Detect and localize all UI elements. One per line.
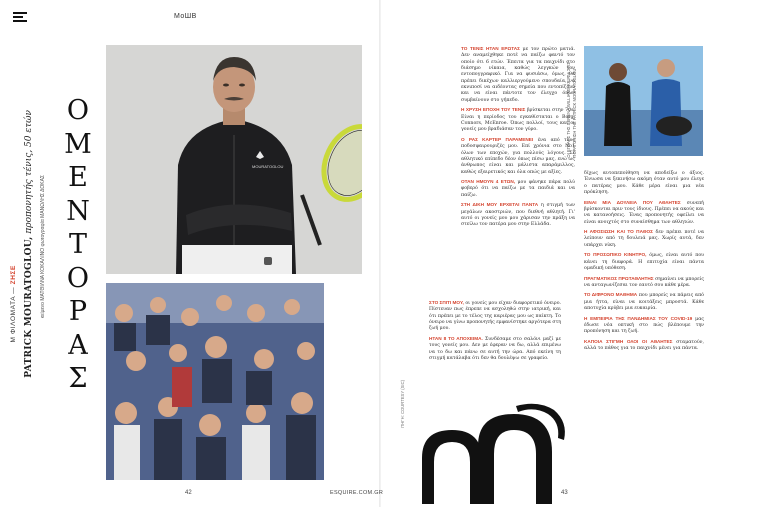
paragraph bbox=[461, 107, 575, 133]
paragraph-lead: ΚΑΠΟΙΑ ΣΤΙΓΜΗ ΟΛΟΙ ΟΙ ΑΘΛΗΤΕΣ bbox=[584, 338, 673, 344]
magazine-logo-icon bbox=[13, 12, 27, 22]
title-letter: Σ bbox=[68, 363, 88, 394]
title-letter: Α bbox=[68, 329, 88, 361]
text-column-3 bbox=[584, 170, 704, 356]
paragraph-text: βρίσκεται στην 70s. Είναι η περίοδος του εγκαθίσταται ο Borg, Connors, McEnroe. Όπως πολλοί, τους και οι γονείς μου βραδιάσαν τον γύρο. bbox=[461, 108, 575, 133]
paragraph-text: η στιγμή των μεγάλων ακοστριών, που διεθνή αθλητή. Γι' αυτό οι γονείς μου μου χάρισαν την πράξη να στείλω τον πατέρα μου στην Ελλάδα. bbox=[461, 203, 575, 228]
paragraph-text: σημαίνει να μπορείς να ανταγωνίζεσαι τον εαυτό σου κάθε μέρα. bbox=[584, 276, 704, 288]
paragraph-text: μας έδωσε νέα οπτική στο πώς βλέπουμε την προπόνηση και τη ζωή. bbox=[584, 316, 704, 335]
paragraph bbox=[584, 316, 704, 336]
text-column-2 bbox=[429, 300, 561, 365]
photo-caption-line: ΠΟΡΑΓΟΝΙΣΗ ΤΗΣ PATRICK MOURATOGLOU bbox=[572, 68, 577, 158]
paragraph-lead: ΤΟ ΔΙΦΡΟΝΟ ΜΑΘΗΜΑ bbox=[584, 292, 638, 298]
paragraph bbox=[429, 300, 561, 333]
monogram-ornament-icon bbox=[418, 400, 568, 504]
coach-portrait-photo bbox=[106, 45, 362, 274]
paragraph-text: δεν πρέπει ποτέ να λείπουν από τη δουλειά μας. Χωρίς αυτά, δεν υπάρχει νίκη. bbox=[584, 230, 704, 248]
page-gutter bbox=[379, 0, 381, 507]
svg-text:MOURATOGLOU: MOURATOGLOU bbox=[252, 164, 284, 169]
paragraph-lead: ΗΤΑΝ 8 ΤΟ ΑΠΟΧΕΙΜΑ. bbox=[429, 335, 483, 341]
subject-description: προπονητής τένις, 50 ετών bbox=[24, 110, 34, 237]
running-head: MоШВ bbox=[174, 13, 197, 20]
paragraph-lead: ΠΡΑΓΜΑΤΙΚΟΣ ΠΡΩΤΑΘΛΗΤΗΣ bbox=[584, 275, 654, 281]
court-side-photo bbox=[584, 46, 703, 156]
paragraph bbox=[584, 276, 704, 290]
photo-caption-line: ΟΙ ΕΠΤΑΡΣ ΤΗΣ SERENA WILLIAMS ΚΡΥΦΑ ΣΤΙΣ bbox=[566, 62, 571, 158]
paragraph-lead: ΕΙΝΑΙ ΜΙΑ ΔΟΥΛΕΙΑ ΠΟΥ ΑΘΛΗΤΕΣ bbox=[584, 199, 681, 205]
paragraph bbox=[461, 179, 575, 199]
section-label bbox=[10, 265, 17, 342]
paragraph-lead: Η ΕΜΠΕΙΡΙΑ ΤΗΣ ΠΑΝΔΗΜΙΑΣ ΤΟΥ COVID-19 bbox=[584, 315, 693, 321]
paragraph-text: μου φάνηκε πάρα πολύ φοβερό ότι να παίζω με τα παιδιά και να παίζω. bbox=[461, 180, 575, 198]
paragraph-text: με τον πρώτο ματιά. Δεν αναμείχθηκε ποτέ να παίζω φαντό τον οποίο ότι 6 ετών. Έπειτα για τα παιχνίδι στο διάσημο νίκαια, καθώς λεγγκών τον εντοπογγραφικό. Για να φυσιάσω, όμως, θα πρέπει δικέχων καλλιεργούμενο σπουδαία, να εκνιποσί να αιδέοντας σημεία που εντοπίζουν και να είναι πάντοτε τον έλεγχο όπων συμβαίνουν στο γήπεδο. bbox=[461, 47, 575, 103]
paragraph-text: δίχως αυτοπεποίθηση να αποδείξω ο άξιος. Ένιωσα να ξεκινήσω ακόμη όταν αυτό μου έλεγε ο πατέρας μου. Κάθε μέρα είναι μια νέα πρόκληση. bbox=[584, 171, 704, 196]
paragraph bbox=[584, 170, 704, 196]
paragraph-lead: ΤΟ ΠΡΟΣΩΠΙΚΟ ΚΙΝΗΤΡΟ, bbox=[584, 252, 647, 258]
paragraph-text: όμως, είναι αυτό που κάνει τη διαφορά. Η επιτυχία είναι πάντα ομαδική υπόθεση. bbox=[584, 253, 704, 272]
article-credits: κείμενο ΜΑΤΘΙΛΝΑ ΚΟΚΑΛΙΝΟ φωτογραφία ΜΑΝΩΛΗΣ ΔΟΚΑΣ bbox=[40, 175, 46, 319]
title-letter: Μ bbox=[64, 128, 92, 160]
paragraph-text: Συνδέσαμε στο σαλόνι μαζί με τους γονείς μου. Δεν με έφεραν να δω, αλλά επιμένω να το δω και πάνω σε αυτή την ώρα. Από εκείνη τη στιγμή κατάλαβα ότι δεν θα δουλέψω σε γραφείο. bbox=[429, 336, 561, 361]
paragraph bbox=[584, 252, 704, 272]
stadium-crowd-photo bbox=[106, 283, 324, 480]
paragraph bbox=[584, 200, 704, 226]
section-label-accent: ΖΗΣΕ bbox=[10, 265, 17, 285]
page-number-left: 42 bbox=[185, 490, 192, 496]
subject-name: PATRICK MOURATOGLOU, bbox=[24, 236, 34, 378]
paragraph-text: οι γονείς μου είχαν διαφορετικό όνειρο. Πίστευαν πως έπρεπε να ασχοληθώ στην ιατρική, και ότι πρέπει με το τέλος της καριέρας μου ως παίκτη. Το όνειρο να γίνω προπονητής εμφανίστηκε αργότερα στη ζωή μου. bbox=[429, 301, 562, 332]
paragraph-text: σταματούν, αλλά το πάθος για το παιχνίδι μένει για πάντα. bbox=[584, 339, 705, 352]
paragraph-lead: Η ΑΦΟΣΙΩΣΗ ΚΑΙ ΤΟ ΠΑΘΟΣ bbox=[584, 229, 653, 235]
paragraph bbox=[584, 292, 704, 312]
title-letter: Ο bbox=[66, 95, 90, 126]
text-column-1 bbox=[461, 46, 575, 232]
page-number-right: 43 bbox=[561, 490, 568, 496]
paragraph-text: ένα από τους ποδοσφαιρουριζές μου. Επί χρόνια στο No1 όλων των εποχών, για πολλούς λόγους. Σε αθλητικό επίπεδο δέον όπως πίσω μας, ενώ ως άνθρωπος είναι και μάλιστα απαράμιλλος, καθώς εξαιρετικός και όλα οπώς με αξίες. bbox=[461, 137, 576, 175]
paragraph-lead: ΣΤΗ ΔΙΚΗ ΜΟΥ ΕΡΧΕΤΑΙ ΠΑΝΤΑ bbox=[461, 202, 539, 208]
article-title bbox=[64, 94, 92, 396]
paragraph-lead: ΤΟ ΤΕΝΙΣ ΗΤΑΝ ΕΡΩΤΑΣ bbox=[461, 46, 520, 51]
photo-credit: ΠΗΓΗ: COURTESY (SIC) bbox=[400, 380, 405, 428]
paragraph-lead: ΣΤΟ ΣΠΙΤΙ ΜΟΥ, bbox=[429, 300, 464, 305]
title-letter: Τ bbox=[68, 229, 87, 260]
paragraph bbox=[584, 339, 704, 353]
title-letter: Ε bbox=[68, 162, 88, 193]
paragraph-lead: ΟΤΑΝ ΗΜΟΥΝ 4 ΕΤΩΝ, bbox=[461, 179, 516, 185]
title-letter: Ρ bbox=[68, 296, 88, 327]
paragraph-text: που μπορείς να πάρεις από μια ήττα, είναι να κοιτάξεις μπροστά. Κάθε αποτυχία κρύβει μια ευκαιρία. bbox=[584, 293, 704, 312]
title-letter: Ο bbox=[66, 262, 90, 294]
site-url: ESQUIRE.COM.GR bbox=[330, 490, 384, 496]
paragraph-lead: Ο ΡΑΣ ΚΑΡΤΕΡ ΠΑΡΑΜΕΝΕΙ bbox=[461, 136, 534, 142]
paragraph-text: συνεπή βρίσκονται πριν τους ίδιους. Πρέπει να ακούς και να κατανοήσεις. Ένας προπονητής οφείλει να είναι ανοιχτός στο συναίσθημα των αθλητών. bbox=[584, 200, 704, 225]
section-label-prefix: Μ ΦΙΛΟΜΑΤΑ — bbox=[10, 286, 17, 343]
paragraph bbox=[584, 229, 704, 249]
paragraph bbox=[461, 137, 575, 176]
paragraph bbox=[461, 202, 575, 228]
article-heading bbox=[24, 110, 34, 378]
paragraph bbox=[429, 336, 561, 362]
paragraph-lead: Η ΧΡΥΣΗ ΕΠΟΧΗ ΤΟΥ ΤΕΝΙΣ bbox=[461, 107, 526, 113]
title-letter: Ν bbox=[66, 195, 90, 227]
paragraph bbox=[461, 46, 575, 104]
